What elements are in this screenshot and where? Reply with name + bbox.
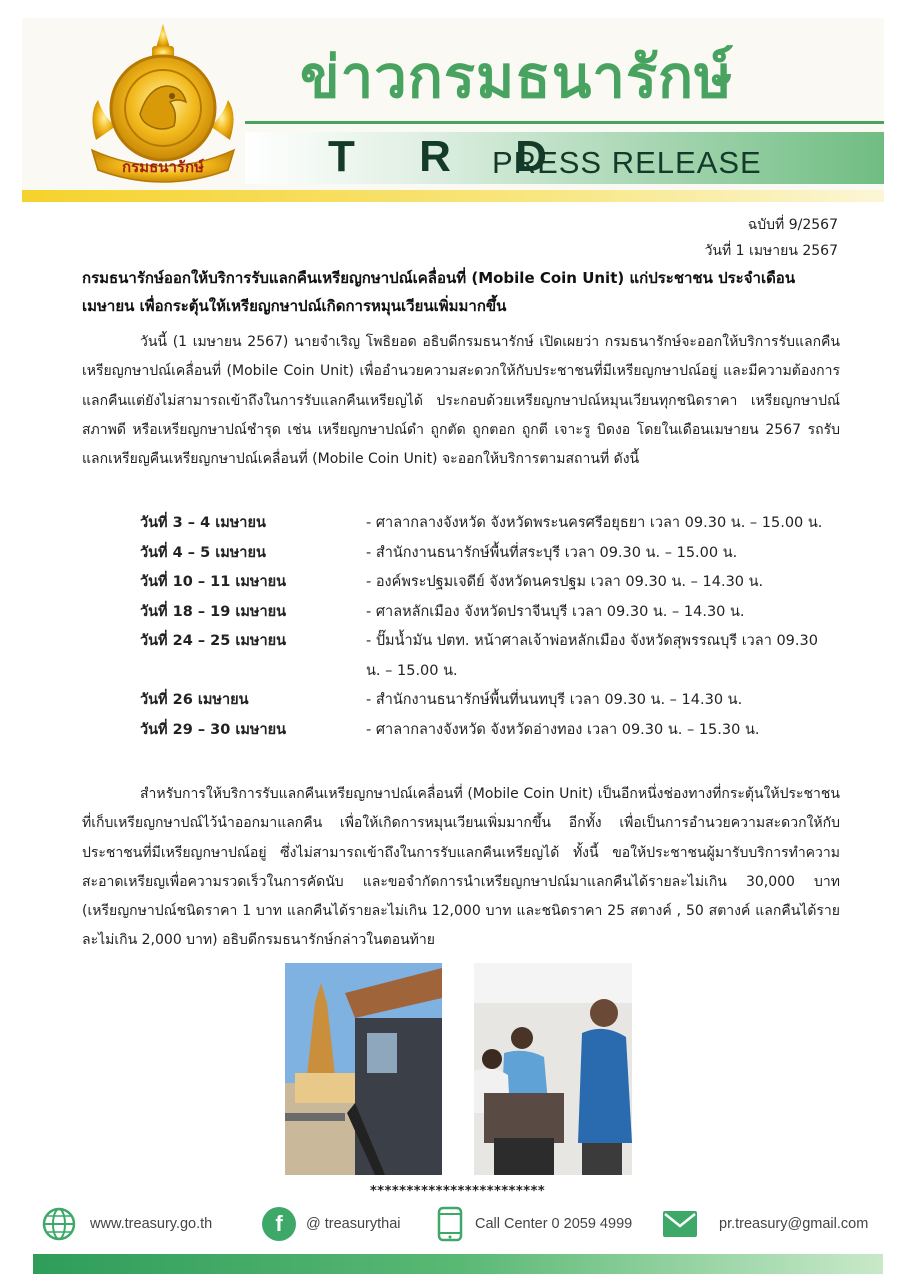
schedule-location: - ศาลากลางจังหวัด จังหวัดอ่างทอง เวลา 09.30 น. – 15.30 น.: [366, 721, 760, 738]
footer-call-center[interactable]: [437, 1204, 632, 1244]
schedule-location: - สำนักงานธนารักษ์พื้นที่นนทบุรี เวลา 09.30 น. – 14.30 น.: [366, 692, 743, 708]
schedule-row: [140, 598, 840, 628]
schedule-location: - ศาลหลักเมือง จังหวัดปราจีนบุรี เวลา 09.30 น. – 14.30 น.: [366, 603, 745, 620]
globe-icon: [42, 1207, 76, 1241]
schedule-location: - ปั๊มน้ำมัน ปตท. หน้าศาลเจ้าพ่อหลักเมือง จังหวัดสุพรรณบุรี เวลา 09.30 น. – 15.00 น.: [366, 633, 818, 679]
schedule-list: [140, 509, 840, 745]
treasury-emblem-logo: [78, 22, 248, 192]
closing-paragraph: สำหรับการให้บริการรับแลกคืนเหรียญกษาปณ์เคลื่อนที่ (Mobile Coin Unit) เป็นอีกหนึ่งช่องทางที่กระตุ้นให้ประชาชนที่เก็บเหรียญกษาปณ์ไว้นำออกมาแลกคืน เพื่อให้เกิดการหมุนเวียนเพิ่มมากขึ้น อีกทั้ง เพื่อเป็นการอำนวยความสะดวกให้กับประชาชนที่มีเหรียญกษาปณ์อยู่ ซึ่งไม่สามารถเข้าถึงในการรับแลกคืนเหรียญได้ ทั้งนี้ ขอให้ประชาชนผู้มารับบริการทำความสะอาดเหรียญเพื่อความรวดเร็วในการคัดนับ และขอจำกัดการนำเหรียญกษาปณ์มาแลกคืนได้รายละไม่เกิน 30,000 บาท (เหรียญกษาปณ์ชนิดราคา 1 บาท แลกคืนได้รายละไม่เกิน 12,000 บาท และชนิดราคา 25 สตางค์ , 50 สตางค์ แลกคืนได้รายละไม่เกิน 2,000 บาท) อธิบดีกรมธนารักษ์กล่าวในตอนท้าย: [82, 786, 840, 949]
schedule-location: - ศาลากลางจังหวัด จังหวัดพระนครศรีอยุธยา เวลา 09.30 น. – 15.00 น.: [366, 515, 823, 531]
header-green-rule: [245, 121, 884, 124]
intro-paragraph: วันนี้ (1 เมษายน 2567) นายจำเริญ โพธิยอด อธิบดีกรมธนารักษ์ เปิดเผยว่า กรมธนารักษ์จะออกให้บริการรับแลกคืนเหรียญกษาปณ์เคลื่อนที่ (Mobile Coin Unit) เพื่ออำนวยความสะดวกให้กับประชาชนที่มีเหรียญกษาปณ์อยู่ และมีความต้องการแลกคืนแต่ยังไม่สามารถเข้าถึงในการรับแลกคืนเหรียญได้ ประกอบด้วยเหรียญกษาปณ์หมุนเวียนทุกชนิดราคา เหรียญกษาปณ์สภาพดี หรือเหรียญกษาปณ์ชำรุด เช่น เหรียญกษาปณ์ดำ ถูกตัด ถูกตอก ถูกตี เจาะรู บิดงอ โดยในเดือนเมษายน 2567 รถรับแลกเหรียญคืนเหรียญกษาปณ์เคลื่อนที่ (Mobile Coin Unit) จะออกให้บริการตามสถานที่ ดังนี้: [82, 334, 840, 468]
footer-website[interactable]: [42, 1204, 212, 1244]
end-of-release-asterisks: ************************: [370, 1184, 546, 1199]
schedule-date: วันที่ 10 – 11 เมษายน: [140, 574, 287, 590]
schedule-location: - สำนักงานธนารักษ์พื้นที่สระบุรี เวลา 09.30 น. – 15.00 น.: [366, 544, 738, 561]
phone-icon: [437, 1206, 463, 1242]
schedule-row: [140, 568, 840, 598]
headline: กรมธนารักษ์ออกให้บริการรับแลกคืนเหรียญกษาปณ์เคลื่อนที่ (Mobile Coin Unit) แก่ประชาชน ประจำเดือนเมษายน เพื่อกระตุ้นให้เหรียญกษาปณ์เกิดการหมุนเวียนเพิ่มมากขึ้น: [82, 269, 796, 315]
header-press-release: PRESS RELEASE: [492, 145, 762, 180]
facebook-icon: f: [262, 1207, 296, 1241]
schedule-date: วันที่ 26 เมษายน: [140, 692, 249, 708]
footer-email[interactable]: [663, 1204, 868, 1244]
schedule-row: [140, 716, 840, 746]
footer-email-text: pr.treasury@gmail.com: [719, 1216, 869, 1232]
header-thai-title: ข่าวกรมธนารักษ์: [300, 43, 734, 111]
schedule-date: วันที่ 4 – 5 เมษายน: [140, 544, 266, 561]
schedule-location: - องค์พระปฐมเจดีย์ จังหวัดนครปฐม เวลา 09.30 น. – 14.30 น.: [366, 574, 764, 590]
footer-facebook[interactable]: [262, 1204, 401, 1244]
schedule-date: วันที่ 29 – 30 เมษายน: [140, 721, 287, 738]
email-icon: [663, 1211, 697, 1237]
photo-mobile-coin-unit-truck: [285, 963, 442, 1175]
footer-green-bar: [33, 1254, 883, 1274]
svg-text:กรมธนารักษ์: กรมธนารักษ์: [122, 158, 204, 176]
schedule-date: วันที่ 18 – 19 เมษายน: [140, 603, 287, 620]
footer-call-center-text: Call Center 0 2059 4999: [475, 1216, 633, 1232]
schedule-date: วันที่ 3 – 4 เมษายน: [140, 515, 266, 531]
schedule-row: [140, 627, 840, 686]
issue-number: ฉบับที่ 9/2567: [747, 217, 838, 233]
header-trd: T R D: [328, 132, 573, 181]
schedule-date: วันที่ 24 – 25 เมษายน: [140, 633, 287, 649]
schedule-row: [140, 539, 840, 569]
schedule-row: [140, 509, 840, 539]
photo-coin-counting-service: [474, 963, 632, 1175]
footer-facebook-text: @ treasurythai: [306, 1216, 401, 1232]
schedule-row: [140, 686, 840, 716]
issue-date: วันที่ 1 เมษายน 2567: [704, 243, 838, 259]
footer-website-text: www.treasury.go.th: [90, 1216, 213, 1232]
